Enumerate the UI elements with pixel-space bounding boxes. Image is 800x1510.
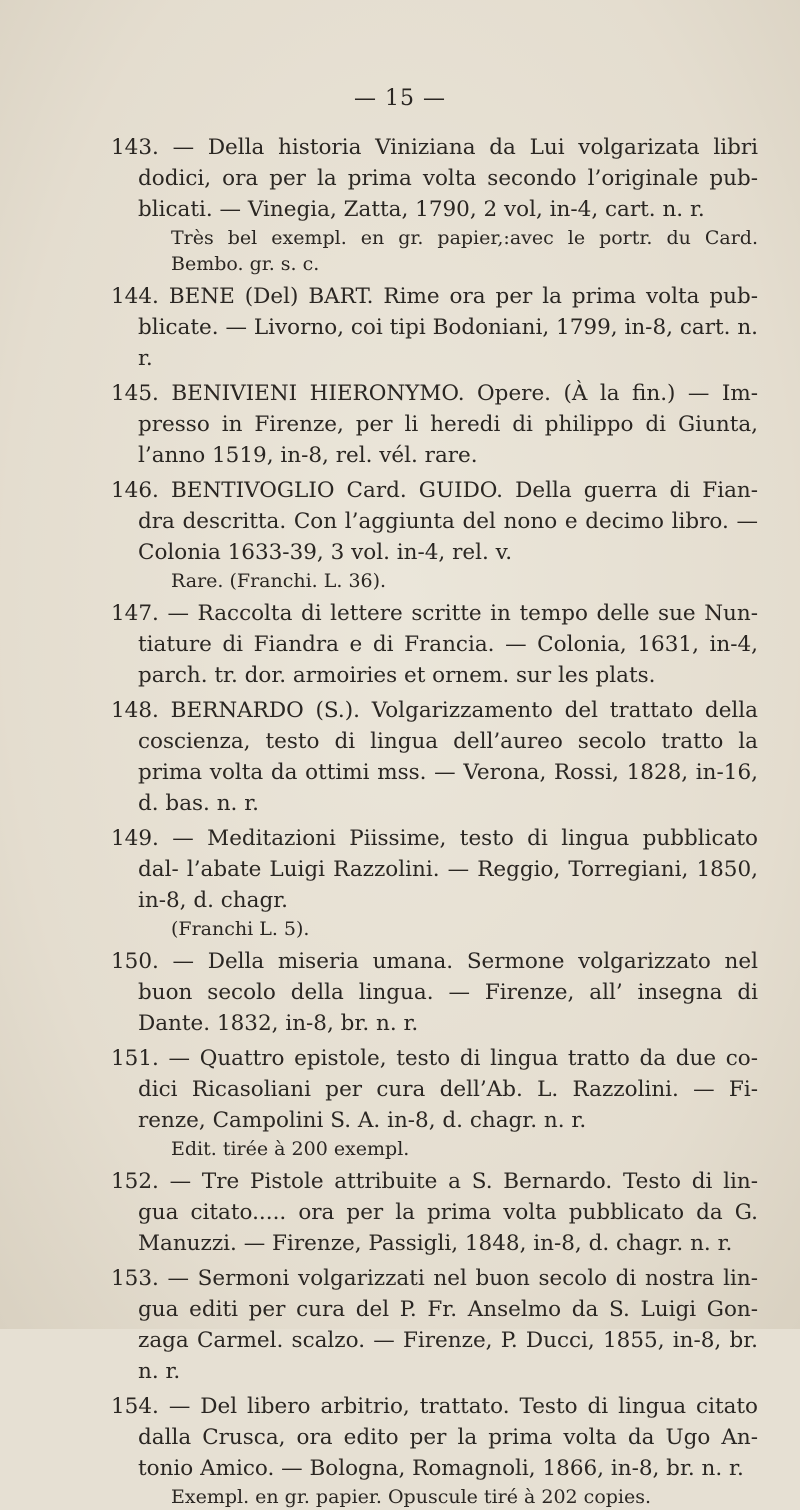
entry-text: 147. — Raccolta di lettere scritte in tempo delle sue Nun- tiature di Fiandra e di Francia. — Colonia, 1631, in-4, parch. tr. dor. armoiries et ornem. sur les plats. <box>111 601 758 688</box>
entry-text: 144. BENE (Del) BART. Rime ora per la prima volta pub- blicate. — Livorno, coi tipi Bodoniani, 1799, in-8, cart. n. r. <box>111 284 758 371</box>
catalog-entry <box>111 695 758 819</box>
entry-list <box>111 132 758 1510</box>
entry-text: 153. — Sermoni volgarizzati nel buon secolo di nostra lin- gua editi per cura del P. Fr. Anselmo da S. Luigi Gon- zaga Carmel. scalzo. — Firenze, P. Ducci, 1855, in-8, br. n. r. <box>111 1266 758 1384</box>
entry-text: 148. BERNARDO (S.). Volgarizzamento del trattato della coscienza, testo di lingua dell’aureo secolo tratto la prima volta da ottimi mss. — Verona, Rossi, 1828, in-16, d. bas. n. r. <box>111 698 758 816</box>
entry-note: Très bel exempl. en gr. papier,:avec le portr. du Card. Bembo. gr. s. c. <box>171 227 758 275</box>
entry-text: 146. BENTIVOGLIO Card. GUIDO. Della guerra di Fian- dra descritta. Con l’aggiunta del nono e decimo libro. — Colonia 1633-39, 3 vol. in-4, rel. v. <box>111 478 758 565</box>
catalog-entry <box>111 1263 758 1387</box>
catalog-entry <box>111 281 758 374</box>
entry-note: Exempl. en gr. papier. Opuscule tiré à 202 copies. <box>171 1486 652 1508</box>
catalog-entry <box>111 378 758 471</box>
catalog-entry <box>111 475 758 594</box>
entry-text: 149. — Meditazioni Piissime, testo di lingua pubblicato dal- l’abate Luigi Razzolini. — Reggio, Torregiani, 1850, in-8, d. chagr. <box>111 826 758 913</box>
catalog-entry <box>111 1391 758 1510</box>
catalog-entry <box>111 946 758 1039</box>
entry-text: 152. — Tre Pistole attribuite a S. Bernardo. Testo di lin- gua citato..... ora per la prima volta pubblicato da G. Manuzzi. — Firenze, Passigli, 1848, in-8, d. chagr. n. r. <box>111 1169 758 1256</box>
catalog-entry <box>111 1043 758 1162</box>
catalog-entry <box>111 132 758 277</box>
entry-note: Edit. tirée à 200 exempl. <box>171 1138 410 1160</box>
catalog-entry <box>111 1166 758 1259</box>
entry-text: 143. — Della historia Viniziana da Lui volgarizata libri dodici, ora per la prima volta secondo l’originale pub- blicati. — Vinegia, Zatta, 1790, 2 vol, in-4, cart. n. r. <box>111 135 758 222</box>
entry-note: (Franchi L. 5). <box>171 918 310 940</box>
entry-text: 145. BENIVIENI HIERONYMO. Opere. (À la fin.) — Im- presso in Firenze, per li heredi di philippo di Giunta, l’anno 1519, in-8, rel. vél. rare. <box>111 381 758 468</box>
page-number: — 15 — <box>354 86 446 111</box>
catalog-entry <box>111 598 758 691</box>
entry-text: 154. — Del libero arbitrio, trattato. Testo di lingua citato dalla Crusca, ora edito per la prima volta da Ugo An- tonio Amico. — Bologna, Romagnoli, 1866, in-8, br. n. r. <box>111 1394 758 1481</box>
entry-note: Rare. (Franchi. L. 36). <box>171 570 387 592</box>
catalog-entry <box>111 823 758 942</box>
entry-text: 150. — Della miseria umana. Sermone volgarizzato nel buon secolo della lingua. — Firenze, all’ insegna di Dante. 1832, in-8, br. n. r. <box>111 949 758 1036</box>
entry-text: 151. — Quattro epistole, testo di lingua tratto da due co- dici Ricasoliani per cura dell’Ab. L. Razzolini. — Fi- renze, Campolini S. A. in-8, d. chagr. n. r. <box>111 1046 758 1133</box>
